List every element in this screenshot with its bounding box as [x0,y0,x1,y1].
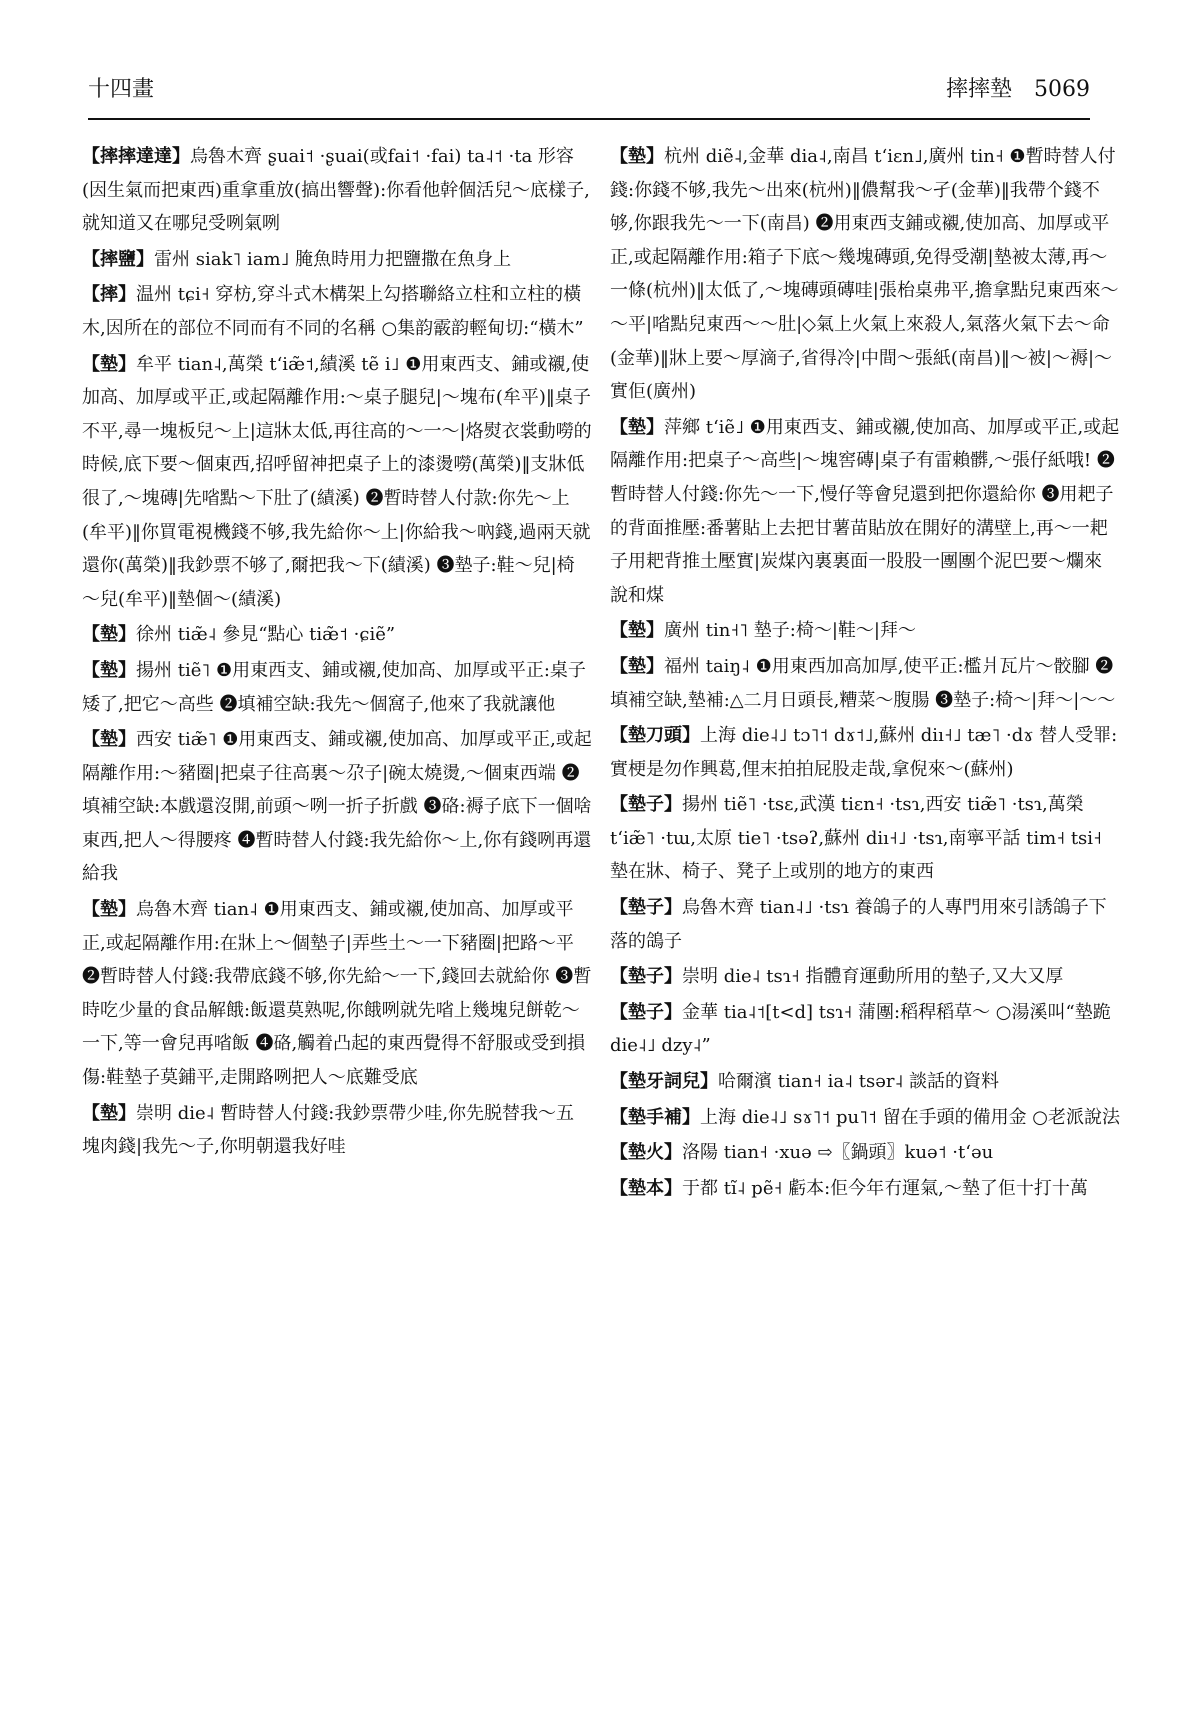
entry-definition: 上海 die˨˩ tɔ˥˦ dɤ˦˩,蘇州 diı˧˩ tæ˥ ·dɤ 替人受罪:實梗是勿作興葛,俚末拍拍屁股走哉,拿倪來～(蘇州) [610,725,1118,780]
entry [82,140,592,241]
entry-headword: 【墊子】 [610,1001,682,1023]
entry [610,614,1120,648]
entry [82,1097,592,1164]
entry-headword: 【摔摔達達】 [82,146,190,167]
left-column [82,140,592,1164]
entry-definition: 揚州 tiẽ˥ ·tsɛ,武漢 tiɛn˧ ·tsɿ,西安 tiæ̃˥ ·tsɿ,萬榮 tʻiæ̃˥ ·tɯ,太原 tie˥ ·tsəʔ,蘇州 diı˧˩ ·tsɿ,南寧平話 tim˧ tsi˧ 墊在牀、椅子、凳子上或別的地方的東西 [610,794,1102,883]
page-headwords-number: 摔摔墊 5069 [946,77,1090,102]
entry-definition: 牟平 tian˨,萬榮 tʻiæ̃˦,績溪 tẽ i˩ ❶用東西支、鋪或襯,使加高、加厚或平正,或起隔離作用:～桌子腿兒|～塊布(牟平)‖桌子不平,尋一塊板兒～上|這牀太低,再往高的～一～|烙熨衣裳動嘮的時候,底下要～個東西,招呼留神把桌子上的漆燙嘮(萬榮)‖支牀低很了,～塊磚|先㗂點～下肚了(績溪) ❷暫時替人付款:你先～上(牟平)‖你買電視機錢不够,我先給你～上|你給我～吶錢,過兩天就還你(萬榮)‖我鈔票不够了,爾把我～下(績溪) ❸墊子:鞋～兒|椅～兒(牟平)‖墊個～(績溪) [82,353,592,610]
entry [82,243,592,277]
entry [610,411,1120,613]
entry [610,1101,1120,1135]
entry-definition: 西安 tiæ̃˥ ❶用東西支、鋪或襯,使加高、加厚或平正,或起隔離作用:～豬圈|把桌子往高裏～尕子|碗太燒燙,～個東西端 ❷填補空缺:本戲還沒開,前頭～咧一折子折戲 ❸硌:褥子底下一個啥東西,把人～得腰疼 ❹暫時替人付錢:我先給你～上,你有錢咧再還給我 [82,729,592,885]
entry-headword: 【墊】 [82,729,136,751]
entry-definition: 上海 die˨˩ sɤ˥˦ pu˥˦ 留在手頭的備用金 ○老派說法 [700,1106,1121,1128]
entry [610,960,1120,994]
entry-headword: 【墊】 [82,624,136,646]
entry [610,1136,1120,1170]
entry [610,891,1120,958]
entry-headword: 【摔】 [82,284,136,306]
entry [610,996,1120,1063]
entry [610,1065,1120,1099]
entry-headword: 【墊子】 [610,897,682,919]
entry-headword: 【墊】 [610,146,664,167]
entry-headword: 【墊】 [610,416,664,438]
entry-definition: 揚州 tiẽ˥ ❶用東西支、鋪或襯,使加高、加厚或平正:桌子矮了,把它～高些 ❷填補空缺:我先～個窩子,他來了我就讓他 [82,659,586,715]
entry-headword: 【墊】 [82,659,136,681]
entry-headword: 【摔鹽】 [82,248,154,270]
entry-definition: 廣州 tin˧˥ 墊子:椅～|鞋～|拜～ [664,620,916,642]
entry [610,719,1120,786]
entry [610,140,1120,409]
entry-headword: 【墊手補】 [610,1106,700,1128]
header-rule [88,118,1090,120]
entry-definition: 哈爾濱 tian˧ ia˨ tsər˨ 談話的資料 [718,1071,1000,1093]
entry [610,788,1120,889]
entry-headword: 【墊刀頭】 [610,725,700,747]
entry [82,278,592,345]
entry-definition: 烏魯木齊 ʂuai˦ ·ʂuai(或fai˦ ·fai) ta˨˦ ·ta 形容(因生氣而把東西)重拿重放(搞出響聲):你看他幹個活兒～底樣子,就知道又在哪兒受咧氣咧 [82,146,590,235]
entry [82,348,592,617]
entry [610,1172,1120,1206]
entry-definition: 崇明 die˨ tsɿ˧ 指體育運動所用的墊子,又大又厚 [682,966,1064,988]
entry-definition: 温州 tɕi˧ 穿枋,穿斗式木構架上勾搭聯絡立柱和立柱的橫木,因所在的部位不同而有不同的名稱 ○集韵霰韵輕甸切:“橫木” [82,284,584,339]
entry-headword: 【墊】 [82,899,136,921]
entry-headword: 【墊牙詞兒】 [610,1071,718,1093]
entry-headword: 【墊本】 [610,1177,682,1199]
entry-headword: 【墊】 [82,1102,136,1124]
entry [82,723,592,891]
entry-definition: 杭州 diẽ˨,金華 dia˨,南昌 tʻiɛn˩,廣州 tin˧ ❶暫時替人付錢:你錢不够,我先～出來(杭州)‖儂幫我～孑(金華)‖我帶个錢不够,你跟我先～一下(南昌) ❷用東西支鋪或襯,使加高、加厚或平正,或起隔離作用:箱子下底～幾塊磚頭,免得受潮|墊被太薄,再～一條(杭州)‖太低了,～塊磚頭磚哇|張枱桌弗平,擔拿點兒東西來～～平|㗂點兒東西～～肚|◇氣上火氣上來殺人,氣落火氣下去～命(金華)‖牀上要～厚滴子,省得冷|中間～張紙(南昌)‖～被|～褥|～實佢(廣州) [610,146,1119,403]
entry-definition: 福州 taiŋ˨ ❶用東西加高加厚,使平正:檻爿瓦片～骹腳 ❷填補空缺,墊補:△二月日頭長,糟菜～腹腸 ❸墊子:椅～|拜～|～～ [610,655,1116,711]
entry-definition: 于都 tĩ˨ pẽ˧ 虧本:佢今年冇運氣,～墊了佢十打十萬 [682,1177,1088,1199]
entry-definition: 萍鄉 tʻiẽ˩ ❶用東西支、鋪或襯,使加高、加厚或平正,或起隔離作用:把桌子～高些|～塊窖磚|桌子有雷賴髒,～張仔紙哦! ❷暫時替人付錢:你先～一下,慢仔等會兒還到把你還給你 ❸用耙子的背面推壓:番薯貼上去把甘薯苗貼放在開好的溝壁上,再～一耙子用耙背推土壓實|炭煤內裏裏面一股股一團團个泥巴要～爛來說和煤 [610,416,1120,606]
section-label: 十四畫 [88,77,155,102]
entry-headword: 【墊火】 [610,1142,682,1164]
entry-definition: 金華 tia˨˦[t<d] tsɿ˧ 蒲團:稻稈稻草～ ○湯溪叫“墊跪 die˨˩ dzy˨” [610,1001,1111,1057]
entry-definition: 雷州 siak˥ iam˩ 腌魚時用力把鹽撒在魚身上 [154,248,512,270]
right-column [610,140,1120,1205]
entry [82,893,592,1095]
entry-definition: 徐州 tiæ̃˨ 參見“點心 tiæ̃˦ ·ɕiẽ” [136,624,396,646]
entry-headword: 【墊子】 [610,794,682,816]
entry-definition: 烏魯木齊 tian˨ ❶用東西支、鋪或襯,使加高、加厚或平正,或起隔離作用:在牀上～個墊子|弄些土～一下豬圈|把路～平 ❷暫時替人付錢:我帶底錢不够,你先給～一下,錢回去就給你 ❸暫時吃少量的食品解餓:飯還莫熟呢,你餓咧就先㗂上幾塊兒餅乾～一下,等一會兒再㗂飯 ❹硌,觸着凸起的東西覺得不舒服或受到損傷:鞋墊子莫鋪平,走開路咧把人～底難受底 [82,899,592,1089]
entry [82,618,592,652]
entry-headword: 【墊子】 [610,966,682,988]
entry-definition: 洛陽 tian˧ ·xuə ⇨〖鍋頭〗kuə˦ ·tʻəu [682,1142,994,1164]
entry-headword: 【墊】 [610,655,664,677]
entry-definition: 崇明 die˨ 暫時替人付錢:我鈔票帶少哇,你先脱替我～五塊肉錢|我先～子,你明朝還我好哇 [82,1102,575,1158]
entry [610,650,1120,717]
entry-headword: 【墊】 [610,620,664,642]
entry [82,654,592,721]
entry-headword: 【墊】 [82,353,136,375]
entry-definition: 烏魯木齊 tian˨˩ ·tsɿ 養鴿子的人專門用來引誘鴿子下落的鴿子 [610,897,1107,952]
